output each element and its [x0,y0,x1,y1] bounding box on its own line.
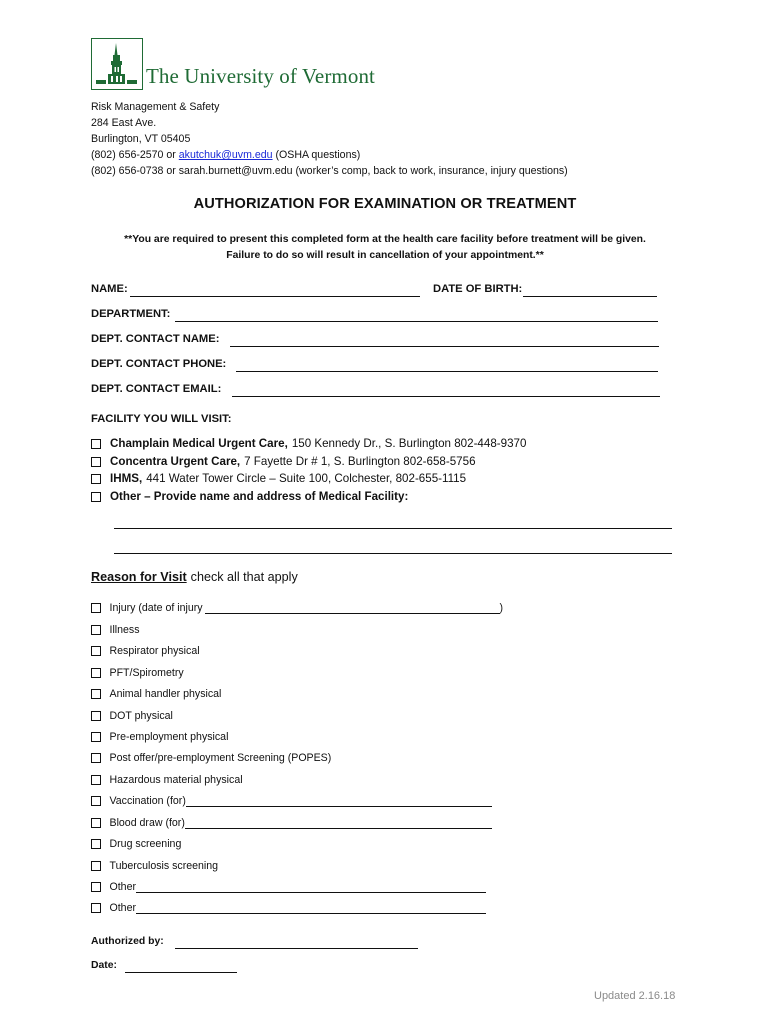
facility-detail: 441 Water Tower Circle – Suite 100, Colchester, 802-655-1115 [146,472,467,485]
checkbox-icon[interactable] [91,474,101,484]
reason-item-popes[interactable] [91,752,331,764]
reason-item-animal[interactable] [91,688,221,700]
checkbox-icon[interactable] [91,839,101,849]
contact-email-label: DEPT. CONTACT EMAIL: [91,383,222,395]
reason-label: Vaccination (for) [109,795,186,807]
checkbox-icon[interactable] [91,861,101,871]
reason-item-illness[interactable] [91,624,140,636]
reason-label: Hazardous material physical [109,774,243,786]
email-link[interactable]: akutchuk@uvm.edu [178,149,273,161]
contact-phone-line[interactable] [236,371,658,372]
reason-label: PFT/Spirometry [109,667,184,679]
logo-text: The University of Vermont [146,64,375,88]
address-line: Risk Management & Safety [91,101,220,113]
department-label: DEPARTMENT: [91,308,171,320]
facility-option[interactable] [91,437,526,450]
checkbox-icon[interactable] [91,882,101,892]
checkbox-icon[interactable] [91,646,101,656]
address-line: 284 East Ave. [91,117,157,129]
checkbox-icon[interactable] [91,492,101,502]
dob-label: DATE OF BIRTH: [433,283,523,295]
facility-detail: 7 Fayette Dr # 1, S. Burlington 802-658-5756 [244,455,476,468]
facility-name: Other – Provide name and address of Medical Facility: [110,490,409,503]
date-label: Date: [91,960,117,971]
updated-note: Updated 2.16.18 [594,990,676,1002]
notice-line: **You are required to present this completed form at the health care facility before treatment will be given. [124,234,646,245]
checkbox-icon[interactable] [91,796,101,806]
reason-item-preemployment[interactable] [91,731,228,743]
checkbox-icon[interactable] [91,457,101,467]
facility-option[interactable] [91,490,412,503]
address-block [91,99,568,179]
contact-email-line[interactable] [232,396,660,397]
reason-label: Animal handler physical [109,688,222,700]
reason-label: Tuberculosis screening [109,860,219,872]
reason-label: Illness [109,624,140,636]
checkbox-icon[interactable] [91,689,101,699]
phone-line-comp: (802) 656-0738 or sarah.burnett@uvm.edu (worker’s comp, back to work, insurance, injury questions) [91,165,568,177]
reason-label: Post offer/pre-employment Screening (POPES) [109,752,332,764]
other-facility-line[interactable] [114,553,672,554]
address-line: Burlington, VT 05405 [91,133,191,145]
checkbox-icon[interactable] [91,732,101,742]
checkbox-icon[interactable] [91,439,101,449]
reason-item-vaccination[interactable] [91,795,492,807]
form-title: AUTHORIZATION FOR EXAMINATION OR TREATMENT [193,196,577,212]
reason-label: Drug screening [109,838,182,850]
facility-name: IHMS, [110,472,143,485]
other-line[interactable] [136,903,486,914]
reason-item-respirator[interactable] [91,645,200,657]
reason-label: DOT physical [109,710,173,722]
reason-item-other[interactable] [91,902,486,914]
reason-title: Reason for Visit [91,570,187,584]
checkbox-icon[interactable] [91,668,101,678]
phone1-prefix: (802) 656-2570 or [91,149,179,161]
facility-name: Champlain Medical Urgent Care, [110,437,288,450]
reason-label: Respirator physical [109,645,200,657]
notice [0,232,770,264]
reason-item-blood[interactable] [91,817,492,829]
contact-phone-label: DEPT. CONTACT PHONE: [91,358,227,370]
reason-item-other[interactable] [91,881,486,893]
uvm-logo [91,38,375,90]
checkbox-icon[interactable] [91,711,101,721]
other-facility-line[interactable] [114,528,672,529]
reason-label: Blood draw (for) [109,817,185,829]
contact-name-line[interactable] [230,346,659,347]
reason-label: Injury (date of injury [109,602,203,614]
facility-option[interactable] [91,455,476,468]
authorized-by-line[interactable] [175,948,418,949]
checkbox-icon[interactable] [91,753,101,763]
injury-date-line[interactable] [205,603,500,614]
reason-item-pft[interactable] [91,667,184,679]
facility-name: Concentra Urgent Care, [110,455,241,468]
authorized-by-label: Authorized by: [91,936,164,947]
dob-line[interactable] [523,296,657,297]
reason-label: Other [109,881,136,893]
blood-draw-line[interactable] [185,818,492,829]
date-line[interactable] [125,972,237,973]
vaccination-line[interactable] [186,796,492,807]
facility-option[interactable] [91,472,466,485]
notice-line: Failure to do so will result in cancellation of your appointment.** [226,250,544,261]
checkbox-icon[interactable] [91,603,101,613]
reason-label: Other [109,902,136,914]
reason-item-dot[interactable] [91,710,173,722]
other-line[interactable] [136,882,486,893]
checkbox-icon[interactable] [91,775,101,785]
reason-item-hazmat[interactable] [91,774,243,786]
reason-item-injury[interactable] [91,602,503,614]
department-line[interactable] [175,321,658,322]
reason-close: ) [499,602,504,614]
phone-line-osha [91,147,568,163]
reason-item-tb[interactable] [91,860,218,872]
checkbox-icon[interactable] [91,903,101,913]
checkbox-icon[interactable] [91,818,101,828]
tower-icon [91,38,143,90]
phone1-suffix: (OSHA questions) [272,149,361,161]
reason-label: Pre-employment physical [109,731,229,743]
name-line[interactable] [130,296,420,297]
contact-name-label: DEPT. CONTACT NAME: [91,333,220,345]
reason-subtitle: check all that apply [190,570,298,584]
reason-heading [91,570,298,584]
name-label: NAME: [91,283,128,295]
checkbox-icon[interactable] [91,625,101,635]
facility-title: FACILITY YOU WILL VISIT: [91,413,232,425]
facility-detail: 150 Kennedy Dr., S. Burlington 802-448-9370 [291,437,527,450]
reason-item-drug[interactable] [91,838,181,850]
